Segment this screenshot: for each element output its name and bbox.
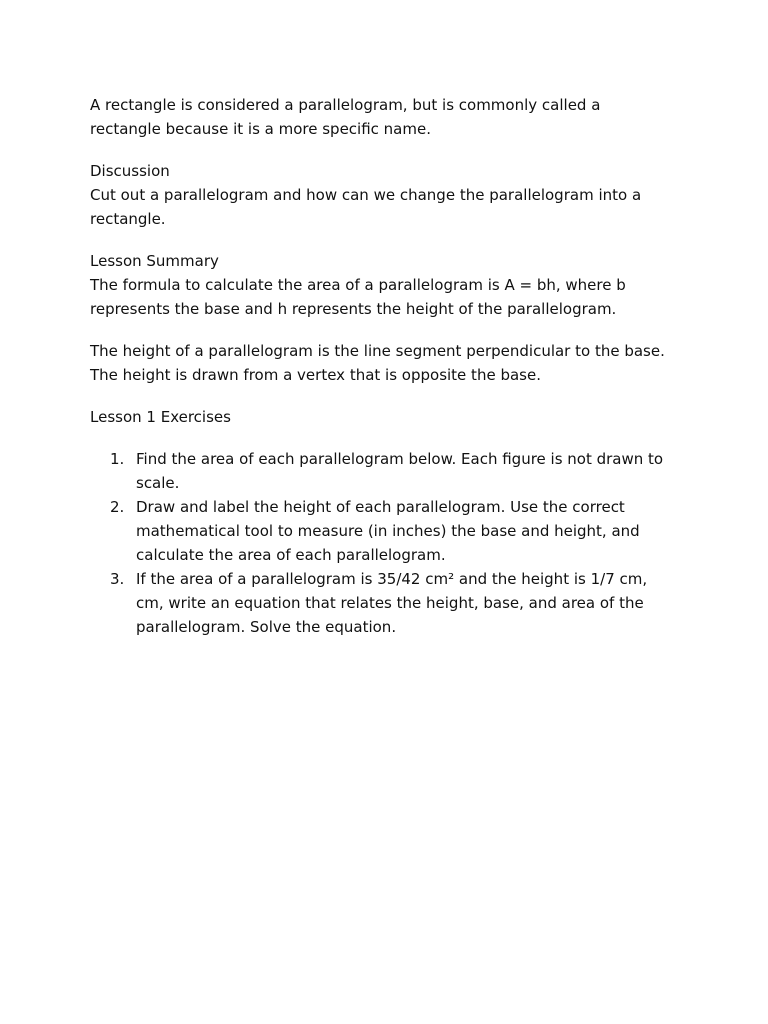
summary-heading: Lesson Summary [90,252,219,270]
list-item-number: 3. [110,570,125,588]
exercises-list [90,447,670,639]
list-item-text: If the area of a parallelogram is 35/42 cm² and the height is 1/7 cm, cm, write an equation that relates the height, base, and area of the parallelogram. Solve the equation. [136,570,648,636]
list-item [90,495,670,567]
discussion-heading: Discussion [90,162,170,180]
intro-paragraph: A rectangle is considered a parallelogram, but is commonly called a rectangle because it is a more specific name. [90,96,601,138]
list-item-number: 1. [110,450,125,468]
list-item [90,447,670,495]
exercises-heading: Lesson 1 Exercises [90,408,231,426]
list-item-number: 2. [110,498,125,516]
discussion-paragraph: Cut out a parallelogram and how can we change the parallelogram into a rectangle. [90,186,642,228]
summary-paragraph-formula: The formula to calculate the area of a parallelogram is A = bh, where b represents the base and h represents the height of the parallelogram. [90,276,626,318]
summary-paragraph-height: The height of a parallelogram is the line segment perpendicular to the base. The height is drawn from a vertex that is opposite the base. [90,342,665,384]
list-item [90,567,670,639]
document-page [90,93,670,639]
list-item-text: Find the area of each parallelogram below. Each figure is not drawn to scale. [136,450,664,492]
list-item-text: Draw and label the height of each parallelogram. Use the correct mathematical tool to measure (in inches) the base and height, and calculate the area of each parallelogram. [136,498,640,564]
